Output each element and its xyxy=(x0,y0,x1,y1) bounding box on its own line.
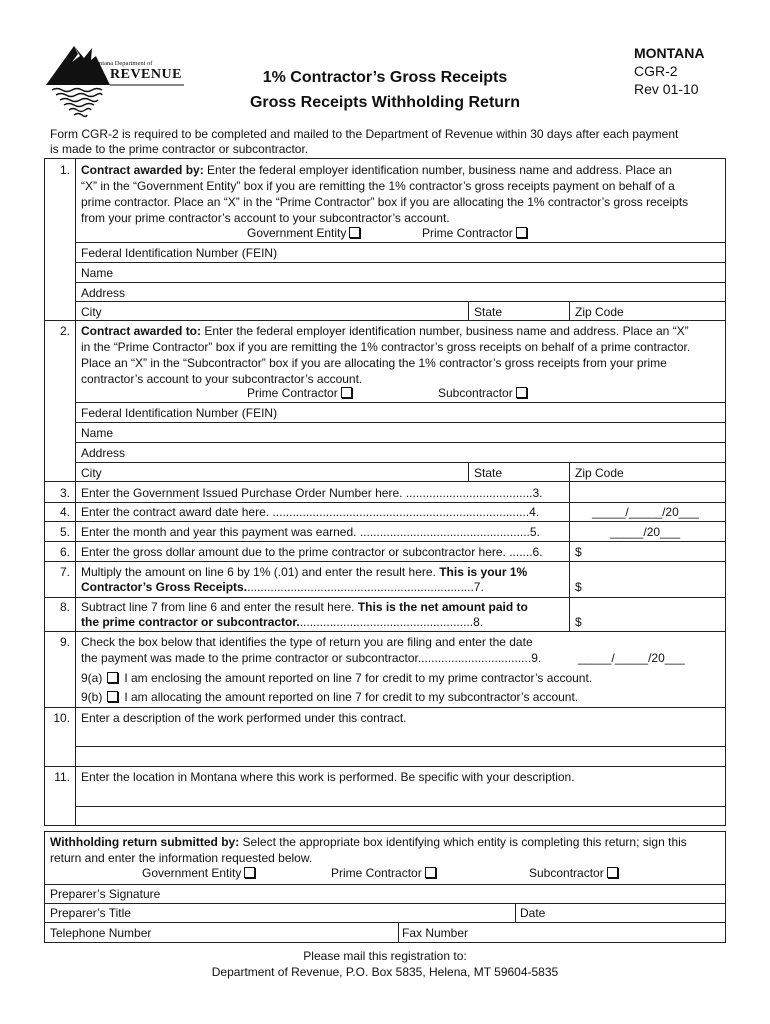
line-2-number: 2. xyxy=(59,324,70,338)
line-7-number: 7. xyxy=(59,565,70,579)
awarded-by-city-field[interactable]: City xyxy=(81,305,102,319)
withholding-government-entity-checkbox[interactable] xyxy=(244,867,255,878)
preparer-signature-field[interactable]: Preparer’s Signature xyxy=(50,887,161,901)
preparer-title-field[interactable]: Preparer’s Title xyxy=(50,906,131,920)
line-1-number: 1. xyxy=(59,163,70,177)
section-2-text-line-4: contractor’s account to your subcontractor’s account. xyxy=(81,372,363,386)
withholding-text-1: Withholding return submitted by: Select the appropriate box identifying which entity is completing this return; sign this xyxy=(50,835,687,849)
withholding-text-2: return and enter the information requested below. xyxy=(50,851,313,865)
line-9b-checkbox[interactable] xyxy=(107,691,118,702)
gross-amount-field[interactable]: $ xyxy=(575,545,582,559)
intro-line-1: Form CGR-2 is required to be completed and mailed to the Department of Revenue within 30 days after each payment xyxy=(50,127,679,141)
contract-award-date-field[interactable]: _____/_____/20___ xyxy=(592,505,699,519)
line-6-text: Enter the gross dollar amount due to the prime contractor or subcontractor here. .......6. xyxy=(81,545,543,559)
awarded-by-state-field[interactable]: State xyxy=(474,305,503,319)
awarded-to-state-field[interactable]: State xyxy=(474,466,503,480)
net-amount-field[interactable]: $ xyxy=(575,615,582,629)
payment-date-field[interactable]: _____/_____/20___ xyxy=(578,651,685,665)
line-9a-checkbox[interactable] xyxy=(107,672,118,683)
government-entity-checkbox[interactable] xyxy=(349,227,360,238)
line-7-text-2: Contractor’s Gross Receipts.....................................................................7. xyxy=(81,580,484,594)
withholding-subcontractor-checkbox[interactable] xyxy=(607,867,618,878)
line-9b-option[interactable]: 9(b) I am allocating the amount reported on line 7 for credit to my subcontractor’s account. xyxy=(81,690,579,704)
withholding-prime-contractor-option[interactable]: Prime Contractor xyxy=(331,866,436,881)
mail-instruction: Please mail this registration to: xyxy=(303,949,467,963)
line-11-text: Enter the location in Montana where this work is performed. Be specific with your description. xyxy=(81,770,575,784)
line-9-text-2: the payment was made to the prime contractor or subcontractor..................................9. xyxy=(81,651,542,665)
awarded-to-fein-field[interactable]: Federal Identification Number (FEIN) xyxy=(81,406,278,420)
awarded-to-name-field[interactable]: Name xyxy=(81,426,114,440)
prime-contractor-option[interactable]: Prime Contractor xyxy=(422,226,527,241)
line-3-text: Enter the Government Issued Purchase Order Number here. ......................................3. xyxy=(81,486,543,500)
section-1-text-line-4: from your prime contractor’s account to your subcontractor’s account. xyxy=(81,211,450,225)
government-entity-option[interactable]: Government Entity xyxy=(247,226,360,241)
payment-month-year-field[interactable]: _____/20___ xyxy=(610,525,681,539)
subcontractor-option[interactable]: Subcontractor xyxy=(438,386,527,401)
section-2-text-line-1: Contract awarded to: Enter the federal employer identification number, business name and address. Place an “X” xyxy=(81,324,689,338)
withholding-subcontractor-option[interactable]: Subcontractor xyxy=(529,866,618,881)
line-7-text-1: Multiply the amount on line 6 by 1% (.01) and enter the result here. This is your 1% xyxy=(81,565,528,579)
line-4-number: 4. xyxy=(59,505,70,519)
awarded-to-zip-field[interactable]: Zip Code xyxy=(575,466,624,480)
form-title-line-2: Gross Receipts Withholding Return xyxy=(249,94,521,111)
line-8-text-2: the prime contractor or subcontractor.....................................................8. xyxy=(81,615,484,629)
section-1-text-line-1: Contract awarded by: Enter the federal employer identification number, business name and address. Place an xyxy=(81,163,672,177)
section-1-text-line-3: prime contractor. Place an “X” in the “Prime Contractor” box if you are allocating the 1% contractor’s gross receipts xyxy=(81,195,689,209)
awarded-by-fein-field[interactable]: Federal Identification Number (FEIN) xyxy=(81,246,278,260)
state-label: MONTANA xyxy=(634,45,705,61)
line-10-text: Enter a description of the work performed under this contract. xyxy=(81,711,407,725)
awarded-by-name-field[interactable]: Name xyxy=(81,266,114,280)
section-2-text-line-2: in the “Prime Contractor” box if you are remitting the 1% contractor’s gross receipts on behalf of a prime contractor. xyxy=(81,340,691,354)
prime-contractor-option-2[interactable]: Prime Contractor xyxy=(247,386,352,401)
section-2-text-line-3: Place an “X” in the “Subcontractor” box if you are allocating the 1% contractor’s gross receipts from your prime xyxy=(81,356,667,370)
prime-contractor-checkbox-2[interactable] xyxy=(341,387,352,398)
line-9a-option[interactable]: 9(a) I am enclosing the amount reported on line 7 for credit to my prime contractor’s account. xyxy=(81,671,593,685)
awarded-by-zip-field[interactable]: Zip Code xyxy=(575,305,624,319)
section-1-text-line-2: “X” in the “Government Entity” box if you are remitting the 1% contractor’s gross receipts payment on behalf of a xyxy=(81,179,675,193)
line-5-number: 5. xyxy=(59,525,70,539)
gross-receipts-field[interactable]: $ xyxy=(575,580,582,594)
line-8-text-1: Subtract line 7 from line 6 and enter the result here. This is the net amount paid to xyxy=(81,600,528,614)
telephone-field[interactable]: Telephone Number xyxy=(50,926,152,940)
line-3-number: 3. xyxy=(59,486,70,500)
mailing-address: Department of Revenue, P.O. Box 5835, Helena, MT 59604-5835 xyxy=(211,965,559,979)
prime-contractor-checkbox[interactable] xyxy=(516,227,527,238)
line-8-number: 8. xyxy=(59,600,70,614)
subcontractor-checkbox[interactable] xyxy=(516,387,527,398)
intro-line-2: is made to the prime contractor or subcontractor. xyxy=(50,142,309,156)
fax-field[interactable]: Fax Number xyxy=(402,926,469,940)
line-9-number: 9. xyxy=(59,635,70,649)
line-6-number: 6. xyxy=(59,545,70,559)
withholding-government-entity-option[interactable]: Government Entity xyxy=(142,866,255,881)
revision: Rev 01-10 xyxy=(634,81,699,97)
awarded-to-city-field[interactable]: City xyxy=(81,466,102,480)
agency-big-text: REVENUE xyxy=(110,67,182,82)
line-5-text: Enter the month and year this payment was earned. ...................................................5. xyxy=(81,525,540,539)
form-id: CGR-2 xyxy=(634,63,678,79)
work-description-field[interactable] xyxy=(76,727,725,766)
form-title-line-1: 1% Contractor’s Gross Receipts xyxy=(262,69,508,86)
line-10-number: 10. xyxy=(53,711,70,725)
awarded-to-address-field[interactable]: Address xyxy=(81,446,126,460)
work-location-field[interactable] xyxy=(76,786,725,825)
line-4-text: Enter the contract award date here. .............................................................................4. xyxy=(81,505,540,519)
line-11-number: 11. xyxy=(54,770,70,784)
awarded-by-address-field[interactable]: Address xyxy=(81,286,126,300)
agency-small-text: Montana Department of xyxy=(90,60,153,67)
line-9-text-1: Check the box below that identifies the type of return you are filing and enter the date xyxy=(81,635,533,649)
withholding-prime-contractor-checkbox[interactable] xyxy=(425,867,436,878)
date-field[interactable]: Date xyxy=(520,906,546,920)
